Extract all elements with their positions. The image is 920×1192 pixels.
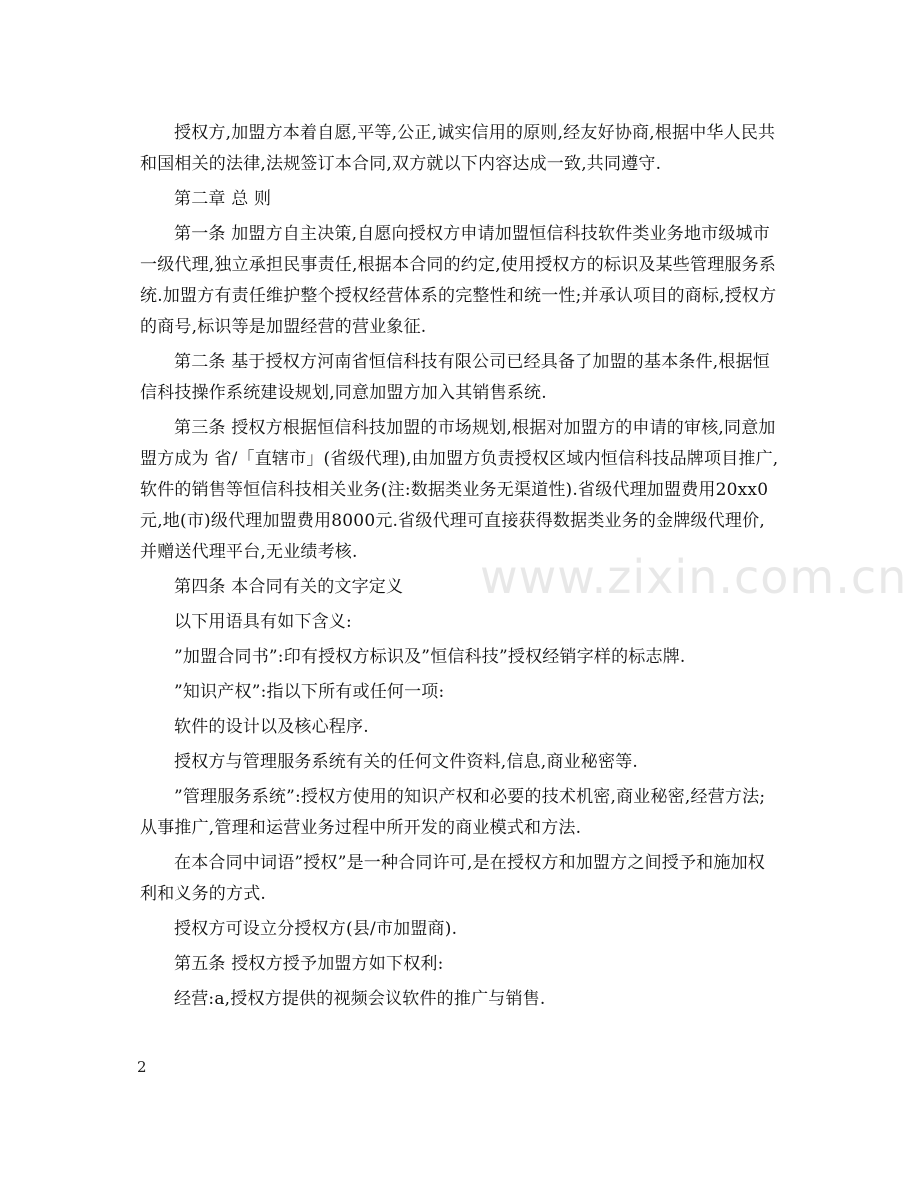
definition-ip-software: 软件的设计以及核心程序. [174,717,369,737]
article-2: 第二条 基于授权方河南省恒信科技有限公司已经具备了加盟的基本条件,根据恒信科技操作系统建设规划,同意加盟方加入其销售系统. [140,352,771,403]
definition-ip: ”知识产权”:指以下所有或任何一项: [174,682,445,702]
chapter-heading: 第二章 总 则 [174,189,272,209]
watermark-text: www.zixin.com.cn [480,550,908,604]
article-1: 第一条 加盟方自主决策,自愿向授权方申请加盟恒信科技软件类业务地市级城市一级代理,独立承担民事责任,根据本合同的约定,使用授权方的标识及某些管理服务系统.加盟方有责任维护整个授权经营体系的完整性和统一性;并承认项目的商标,授权方的商号,标识等是加盟经营的营业象征. [140,224,777,337]
article-4: 第四条 本合同有关的文字定义 [174,577,404,597]
definition-ip-documents: 授权方与管理服务系统有关的任何文件资料,信息,商业秘密等. [174,752,639,772]
page-number: 2 [137,1058,147,1076]
definition-management-system: ”管理服务系统”:授权方使用的知识产权和必要的技术机密,商业秘密,经营方法;从事推广,管理和运营业务过程中所开发的商业模式和方法. [140,787,766,838]
definitions-intro: 以下用语具有如下含义: [174,612,352,632]
article-5: 第五条 授权方授予加盟方如下权利: [174,954,444,974]
sub-authorizer-note: 授权方可设立分授权方(县/市加盟商). [174,919,458,939]
document-body [140,118,780,1019]
definition-authorization: 在本合同中词语”授权”是一种合同许可,是在授权方和加盟方之间授予和施加权利和义务的方式. [140,853,765,904]
article-5-item-a: 经营:a,授权方提供的视频会议软件的推广与销售. [174,989,546,1009]
article-3: 第三条 授权方根据恒信科技加盟的市场规划,根据对加盟方的申请的审核,同意加盟方成为 省/「直辖市」(省级代理),由加盟方负责授权区域内恒信科技品牌项目推广,软件的销售等恒信科技相关业务(注:数据类业务无渠道性).省级代理加盟费用20xx0元,地(市)级代理加盟费用8000元.省级代理可直接获得数据类业务的金牌级代理价,并赠送代理平台,无业绩考核. [140,418,779,562]
paragraph-intro: 授权方,加盟方本着自愿,平等,公正,诚实信用的原则,经友好协商,根据中华人民共和国相关的法律,法规签订本合同,双方就以下内容达成一致,共同遵守. [140,123,776,174]
definition-contract: ”加盟合同书”:印有授权方标识及”恒信科技”授权经销字样的标志牌. [174,647,686,667]
